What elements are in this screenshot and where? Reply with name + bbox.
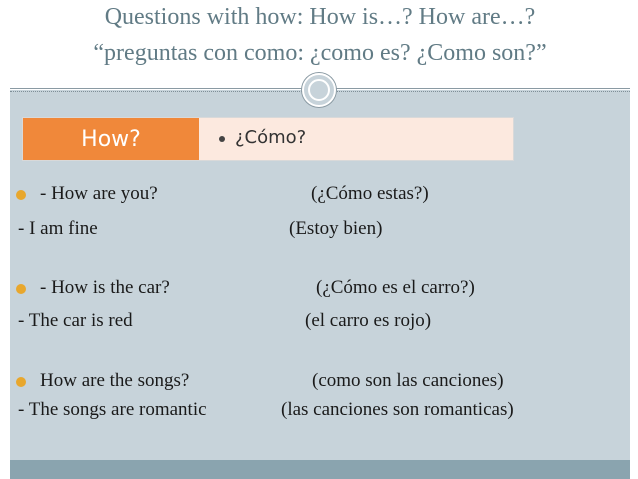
- title-line-1: Questions with how: How is…? How are…?: [104, 4, 536, 30]
- row-2-english: - I am fine: [18, 218, 98, 239]
- circle-ornament-icon: [302, 73, 336, 107]
- circle-inner-ring: [308, 79, 330, 101]
- how-banner: [22, 117, 514, 161]
- row-1-spanish: (¿Cómo estas?): [311, 183, 429, 204]
- banner-how-label: How?: [23, 118, 199, 160]
- row-3-spanish: (¿Cómo es el carro?): [316, 277, 475, 298]
- title-line-2: “preguntas con como: ¿como es? ¿Como son?”: [93, 40, 547, 66]
- bullet-icon: [16, 377, 26, 387]
- row-6-english: - The songs are romantic: [18, 399, 207, 420]
- banner-bullet-icon: [219, 136, 225, 142]
- row-5-spanish: (como son las canciones): [312, 370, 504, 391]
- banner-como-label: ¿Cómo?: [235, 127, 307, 148]
- row-3-english: - How is the car?: [40, 277, 170, 298]
- bullet-icon: [16, 284, 26, 294]
- row-4-spanish: (el carro es rojo): [305, 310, 432, 331]
- row-1-english: - How are you?: [40, 183, 158, 204]
- row-6-spanish: (las canciones son romanticas): [281, 399, 514, 420]
- row-5-english: How are the songs?: [40, 370, 190, 391]
- bottom-bar: [10, 460, 630, 479]
- row-2-spanish: (Estoy bien): [289, 218, 383, 239]
- bullet-icon: [16, 190, 26, 200]
- row-4-english: - The car is red: [18, 310, 133, 331]
